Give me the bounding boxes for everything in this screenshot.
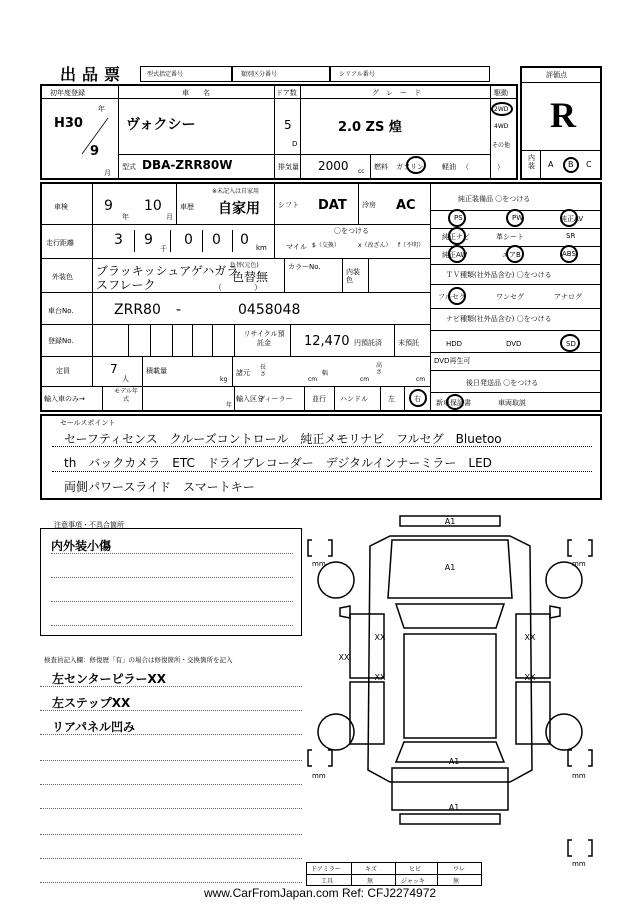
color-no-label: カラーNo. xyxy=(288,263,321,271)
legend-h1: ドアミラー xyxy=(311,866,341,873)
class-box xyxy=(232,66,330,82)
drive-4wd: 4WD xyxy=(494,123,509,130)
equip-navi: 純正ナビ xyxy=(442,233,470,241)
handle-left: 左 xyxy=(388,395,395,403)
mark-rear-bumper: A1 xyxy=(448,803,460,812)
navi-circle xyxy=(560,334,580,352)
legend-h4: ワレ xyxy=(453,866,466,873)
cm-2: cm xyxy=(360,376,370,383)
handle-label: ハンドル xyxy=(340,395,368,403)
vehicle-name: ヴォクシー xyxy=(126,117,196,133)
history-label: 車歴 xyxy=(180,203,194,211)
equip-ps: PS xyxy=(454,214,463,222)
legend-v2: 無 xyxy=(367,878,374,885)
drive-other: その他 xyxy=(492,142,511,149)
shaken-year: 9 xyxy=(104,198,113,214)
o-label: 〇をつける xyxy=(334,227,369,235)
person-unit: 人 xyxy=(122,375,129,383)
selling-points-box xyxy=(40,414,602,500)
shaken-month-unit: 月 xyxy=(166,213,173,221)
shaken-month: 10 xyxy=(144,198,162,214)
reg-label: 初年度登録 xyxy=(50,89,85,97)
after-title: 後日発送品 〇をつける xyxy=(466,379,539,387)
km-unit: km xyxy=(256,244,267,252)
cc-unit: cc xyxy=(358,168,365,175)
recycle-unit: 円預託済 xyxy=(354,339,382,347)
height-label: 高さ xyxy=(376,362,383,376)
mile-label: マイル xyxy=(286,243,307,251)
doors-d: D xyxy=(292,140,298,148)
equip-aw-circle xyxy=(448,245,466,263)
grade-value: 2.0 ZS 煌 xyxy=(338,120,402,135)
mileage-d4: 0 xyxy=(212,232,221,248)
ac-label: 冷房 xyxy=(362,201,376,209)
interior-b: B xyxy=(568,160,574,169)
equip-airbag: エアB xyxy=(502,251,521,259)
notes-line-1: 内外装小傷 xyxy=(51,539,112,553)
interior-color-label: 内装色 xyxy=(346,268,360,284)
mark-left-pillar: XX xyxy=(338,653,350,662)
shift-value: DAT xyxy=(318,198,347,213)
inspector-line-1: 左センターピラーXX xyxy=(52,672,167,686)
color-orig-label: 色替(元色) xyxy=(230,262,259,269)
recycle-none: 未預託 xyxy=(398,339,419,347)
import-dealer: ディーラー xyxy=(258,395,293,403)
width-label: 幅 xyxy=(322,370,329,377)
import-parallel: 並行 xyxy=(312,395,326,403)
chassis-model: ZRR80 xyxy=(114,302,161,318)
legend-h2: キズ xyxy=(365,866,377,873)
import-label: 輸入車のみ→ xyxy=(44,395,85,403)
inspector-label: 検査員記入欄：修復歴「有」の場合は修復箇所・交換箇所を記入 xyxy=(44,656,233,664)
interior-c: C xyxy=(586,160,592,169)
rating-value: R xyxy=(550,95,576,135)
rating-box xyxy=(520,66,602,180)
handle-right: 右 xyxy=(414,395,421,403)
form-title: 出品票 xyxy=(60,65,127,84)
history-note: ※未記入は自家用 xyxy=(212,188,260,195)
tv-one: ワンセグ xyxy=(496,293,524,301)
footer-ref: www.CarFromJapan.com Ref: CFJ2274972 xyxy=(203,886,437,900)
chassis-dash: - xyxy=(176,302,182,318)
meter-tamper: x（改ざん） xyxy=(358,242,392,249)
drive-label: 駆動 xyxy=(494,89,508,97)
chassis-label: 車台No. xyxy=(48,307,74,315)
equip-av: 純正AV xyxy=(560,215,584,223)
tv-analog: アナログ xyxy=(554,293,582,301)
shaken-year-unit: 年 xyxy=(122,213,129,221)
capacity-label: 定員 xyxy=(56,367,70,375)
doors-value: 5 xyxy=(284,118,292,132)
inspection-block xyxy=(40,182,602,412)
thousand-unit: 千 xyxy=(160,245,167,253)
mm-1: mm xyxy=(312,560,326,568)
load-label: 積載量 xyxy=(146,367,167,375)
equip-av-circle xyxy=(560,209,578,227)
legend-h3: ヒビ xyxy=(409,866,422,873)
selling-line-1: セーフティセンス クルーズコントロール 純正メモリナビ フルセグ Bluetoo xyxy=(64,432,502,446)
shift-label: シフト xyxy=(278,201,299,209)
after-manual: 車両取説 xyxy=(498,399,526,407)
tv-title: ＴＶ種類(社外品含む) 〇をつける xyxy=(446,271,552,279)
tv-full: フルセグ xyxy=(438,293,466,301)
class-label: 類別区分番号 xyxy=(241,71,278,78)
fuel-gasoline: ガソリン xyxy=(396,163,424,171)
navi-sd: SD xyxy=(566,340,576,348)
color-paren: （ ） xyxy=(214,283,262,292)
meter-exchange: $（交換） xyxy=(312,242,340,249)
car-damage-diagram xyxy=(300,510,600,870)
fuel-paren: （ ） xyxy=(462,163,504,171)
mm-5: mm xyxy=(572,860,586,868)
mileage-d5: 0 xyxy=(240,232,249,248)
model-year-unit: 年 xyxy=(226,402,233,409)
interior-circle xyxy=(563,157,579,173)
reg-no-label: 登録No. xyxy=(48,337,74,345)
ac-value: AC xyxy=(396,198,416,213)
mark-rear-panel: A1 xyxy=(448,757,460,766)
mileage-d1: 3 xyxy=(114,232,123,248)
legend-table xyxy=(306,862,482,886)
cm-3: cm xyxy=(416,376,426,383)
tv-circle xyxy=(448,287,466,305)
history-value: 自家用 xyxy=(218,201,260,217)
mark-right-front-door: XX xyxy=(524,633,536,642)
reg-year: H30 xyxy=(54,116,83,131)
equip-title: 純正装備品 〇をつける xyxy=(458,195,531,203)
equip-pw-circle xyxy=(506,209,524,227)
doors-label: ドア数 xyxy=(276,89,297,97)
selling-label: セールスポイント xyxy=(60,419,116,427)
equip-navi-circle xyxy=(448,227,466,245)
month-label: 月 xyxy=(104,169,111,177)
drive-2wd: 2WD xyxy=(494,106,509,113)
kg-unit: kg xyxy=(220,376,228,383)
after-circle xyxy=(446,394,464,410)
inspector-line-3: リアパネル凹み xyxy=(52,720,136,734)
mark-hood: A1 xyxy=(444,563,456,572)
mileage-d3: 0 xyxy=(184,232,193,248)
color-value: ブラッキッシュアゲハガラスフレーク xyxy=(96,264,239,292)
meter-unknown: f（不明） xyxy=(398,242,425,249)
shaken-label: 車検 xyxy=(54,203,68,211)
dvd-play: DVD再生可 xyxy=(434,357,471,365)
displacement-label: 排気量 xyxy=(278,163,299,171)
cm-1: cm xyxy=(308,376,318,383)
mileage-d2: 9 xyxy=(144,232,153,248)
mm-4: mm xyxy=(572,772,586,780)
notes-box xyxy=(40,528,302,636)
type-cert-label: 型式指定番号 xyxy=(147,71,184,78)
mileage-digits xyxy=(98,230,268,252)
import-class-label: 輸入区分 xyxy=(236,395,264,403)
mark-left-rear-door: XX xyxy=(374,673,386,682)
reg-month: 9 xyxy=(90,144,100,159)
model-value: DBA-ZRR80W xyxy=(142,158,233,172)
after-warranty: 新車保証書 xyxy=(436,399,471,407)
equip-pw: PW xyxy=(512,214,524,222)
grade-label: グ レ ー ド xyxy=(372,89,421,97)
type-cert-box xyxy=(140,66,232,82)
name-label: 車 名 xyxy=(182,89,210,97)
navi-hdd: HDD xyxy=(446,340,463,348)
mileage-label: 走行距離 xyxy=(46,239,74,247)
equip-abs: ABS xyxy=(562,250,576,258)
interior-label: 内装 xyxy=(528,154,535,170)
selling-line-3: 両側パワースライド スマートキー xyxy=(64,480,255,494)
dims-label: 諸元 xyxy=(236,369,250,377)
vehicle-block xyxy=(40,84,518,180)
navi-title: ナビ種類(社外品含む) 〇をつける xyxy=(446,315,552,323)
mark-left-front-door: XX xyxy=(374,633,386,642)
year-label: 年 xyxy=(98,105,105,113)
inspector-line-2: 左ステップXX xyxy=(52,696,131,710)
mark-front-bumper: A1 xyxy=(444,517,456,526)
navi-dvd: DVD xyxy=(506,340,522,348)
interior-a: A xyxy=(548,160,554,169)
recycle-value: 12,470 xyxy=(304,334,350,349)
legend-v4: 無 xyxy=(453,878,460,885)
model-label: 型式 xyxy=(122,163,136,171)
equip-ps-circle xyxy=(448,209,466,227)
selling-line-2: th バックカメラ ETC ドライブレコーダー デジタルインナーミラー LED xyxy=(64,456,492,470)
mark-right-rear-door: XX xyxy=(524,673,536,682)
fuel-diesel: 軽油 xyxy=(442,163,456,171)
equip-leather: 革シート xyxy=(496,233,524,241)
notes-label: 注意事項・不具合箇所 xyxy=(54,521,124,529)
recycle-label: リサイクル預託金 xyxy=(243,330,285,347)
equip-aw: 純正AW xyxy=(442,251,468,259)
legend-v1: 工具 xyxy=(321,878,334,885)
serial-box xyxy=(330,66,490,82)
displacement-value: 2000 xyxy=(318,159,349,173)
color-changed: 色替無 xyxy=(232,270,269,284)
equip-airbag-circle xyxy=(506,245,524,263)
mm-2: mm xyxy=(572,560,586,568)
fuel-circle xyxy=(406,156,426,174)
color-label: 外装色 xyxy=(52,273,73,281)
model-year-label: モデル年式 xyxy=(114,388,138,403)
serial-label: シリアル番号 xyxy=(339,71,375,78)
legend-v3: ジャッキ xyxy=(401,878,425,885)
capacity-value: 7 xyxy=(110,362,118,376)
mm-3: mm xyxy=(312,772,326,780)
fuel-label: 燃料 xyxy=(374,163,388,171)
drive-circle xyxy=(491,102,513,116)
length-label: 長さ xyxy=(260,364,267,378)
equip-abs-circle xyxy=(560,245,578,263)
chassis-no: 0458048 xyxy=(238,302,301,318)
equip-sr: SR xyxy=(566,232,576,240)
handle-circle xyxy=(409,389,427,407)
rating-label: 評価点 xyxy=(546,71,567,79)
